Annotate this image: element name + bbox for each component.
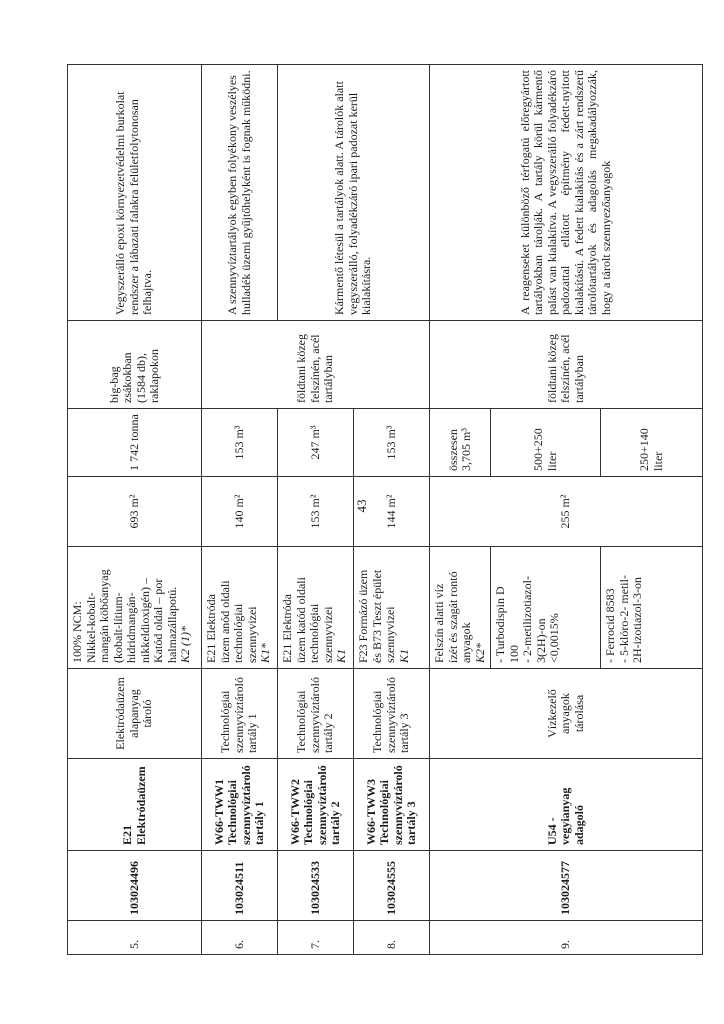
material-line: üzem katód oldali — [293, 577, 308, 663]
rotated-table — [67, 65, 687, 955]
table-row — [430, 65, 491, 955]
row-name — [430, 759, 703, 851]
row-protection: Vegyszerálló epoxi környezetvédelmi burkolat rendszer a lábazati falakra felületfolytonosan felhajtva. — [68, 65, 202, 321]
sub-quantity: 250+140 liter — [601, 409, 703, 477]
material-line: E21 Elektróda — [204, 594, 218, 663]
material-line: - 5-klóro-2- metil- — [616, 575, 631, 663]
rotated-table-wrapper — [67, 65, 687, 955]
name-line: szennyvíztároló — [238, 765, 253, 845]
material-line: <0,0015% — [547, 613, 561, 663]
row-quantity: 247 m³ — [278, 409, 354, 477]
name-line: szennyvíztároló — [314, 765, 329, 845]
material-line: F23 Formázó üzem — [356, 569, 370, 663]
name-line: Technológiai — [377, 780, 391, 845]
row-code: 103024533 — [278, 851, 354, 921]
table-row — [202, 65, 278, 955]
material-line: anyagok — [459, 622, 473, 663]
row-name — [278, 759, 354, 851]
row-protection: Kármentő létesül a tartályok alatt. A tárolók alatt vegyszerálló, folyadékzáró ipari padozat kerül kialakításra. — [278, 65, 430, 321]
row-quantity: 153 m³ — [354, 409, 430, 477]
material-line: Felszín alatti víz — [432, 583, 446, 663]
material-line: - Turbodispin D — [493, 586, 507, 663]
data-table — [67, 64, 703, 955]
material-line: (kobalt-lítium- — [110, 592, 125, 663]
material-line: Katód oldal – por — [151, 578, 165, 663]
row-name — [202, 759, 278, 851]
material-line: - 2-metilizotiazol- — [520, 576, 534, 663]
material-line: technológiai — [307, 603, 321, 663]
row-area: 140 m² — [202, 477, 278, 547]
row-material — [202, 547, 278, 669]
material-line: - Ferrocid 8583 — [603, 588, 617, 663]
name-line: U54 - — [544, 817, 559, 845]
row-number: 6. — [202, 921, 278, 955]
table-row — [68, 65, 202, 955]
row-location: földtani közeg felszínén, acél tartályban — [430, 321, 703, 409]
material-line: technológiai — [231, 603, 245, 663]
name-line: W66-TWW1 — [211, 779, 226, 845]
page-number: 43 — [354, 499, 369, 513]
material-line: szennyvizei — [244, 606, 259, 663]
material-line: hidridmangán- — [124, 592, 138, 663]
row-protection: A szennyvíztartályok egyben folyékony veszélyes hulladék üzemi gyűjtőhelyként is fognak működni. — [202, 65, 278, 321]
material-line: szennyvizei — [383, 606, 397, 663]
name-line: Technológiai — [301, 780, 315, 845]
row-area: 693 m² — [68, 477, 202, 547]
row-location: földtani közeg felszínén, acél tartályban — [202, 321, 430, 409]
material-code: K2 (1)* — [178, 626, 192, 663]
row-material — [278, 547, 354, 669]
row-storage: Technológiai szennyvíztároló tartály 3 — [354, 669, 430, 759]
row-quantity: 153 m³ — [202, 409, 278, 477]
sub-quantity: 500+250 liter — [491, 409, 601, 477]
material-line: mangán köbőanyag — [97, 569, 111, 663]
material-line: 100% NCM: — [70, 601, 84, 663]
table-row — [278, 65, 354, 955]
material-line: nikkeldioxigén) – — [137, 578, 152, 663]
name-line: adagoló — [571, 804, 586, 845]
name-line: tartály 2 — [328, 801, 342, 845]
row-material — [430, 547, 491, 669]
name-line: W66-TWW2 — [287, 779, 302, 845]
material-line: 100 — [506, 645, 521, 663]
row-storage: Technológiai szennyvíztároló tartály 1 — [202, 669, 278, 759]
material-line: szennyvizei — [320, 606, 335, 663]
material-code: K1* — [258, 642, 272, 663]
row-material — [68, 547, 202, 669]
name-line: tartály 1 — [252, 801, 266, 845]
row-quantity-total: összesen 3,705 m³ — [430, 409, 491, 477]
row-area: 144 m² — [354, 477, 430, 547]
material-code: K1 — [334, 648, 348, 663]
row-name — [354, 759, 430, 851]
name-line: Elektródaüzem — [133, 766, 148, 845]
row-number: 8. — [354, 921, 430, 955]
row-code: 103024555 — [354, 851, 430, 921]
name-line: W66-TWW3 — [363, 779, 378, 845]
row-area: 153 m² — [278, 477, 354, 547]
row-number: 7. — [278, 921, 354, 955]
material-line: Nikkel-kobalt- — [83, 592, 98, 663]
row-protection: A reagenseket különböző térfogatú előregyártott tartályokban tárolják. A tartály körül kármentő palást van kialakítva. A vegyszerálló folyadékzáró padozattal ellátott építmény fedett-nyitott kialakítású. A fedett kialakítás és a zárt rendszerű tárolótartályok és adagolás megakadályozzák, hogy a tárolt szennyezőanyagok — [430, 65, 703, 321]
material-line: üzem anód oldali — [217, 580, 232, 663]
material-code: K1 — [396, 648, 411, 663]
material-code: K2* — [472, 642, 487, 663]
material-line: halmazállapotú. — [164, 586, 179, 663]
row-code: 103024496 — [68, 851, 202, 921]
row-number: 9. — [430, 921, 703, 955]
row-storage: Technológiai szennyvíztároló tartály 2 — [278, 669, 354, 759]
row-quantity: 1 742 tonna — [68, 409, 202, 477]
row-number: 5. — [68, 921, 202, 955]
name-line: tartály 3 — [404, 801, 418, 845]
material-line: ízét és szagát rontó — [445, 571, 460, 663]
row-code: 103024577 — [430, 851, 703, 921]
sub-material — [601, 547, 703, 669]
sub-material — [491, 547, 601, 669]
material-line: E21 Elektróda — [280, 594, 294, 663]
row-location: big-bag zsákokban (1584 db), raklapokon — [68, 321, 202, 409]
material-line: 2H-izotiazol-3-on — [630, 577, 644, 663]
name-line: szennyvíztároló — [390, 765, 405, 845]
material-line: és B73 Teszt épület — [369, 569, 384, 663]
name-line: E21 — [120, 824, 134, 845]
row-code: 103024511 — [202, 851, 278, 921]
row-name — [68, 759, 202, 851]
material-line: 3(2H)-on — [533, 618, 548, 663]
row-area: 255 m² — [430, 477, 703, 547]
row-material — [354, 547, 430, 669]
name-line: Technológiai — [225, 780, 239, 845]
name-line: vegyianyag — [558, 787, 573, 845]
row-storage: Vízkezelő anyagok tárolása — [430, 669, 703, 759]
row-storage: Elektródaüzem alapanyag tároló — [68, 669, 202, 759]
